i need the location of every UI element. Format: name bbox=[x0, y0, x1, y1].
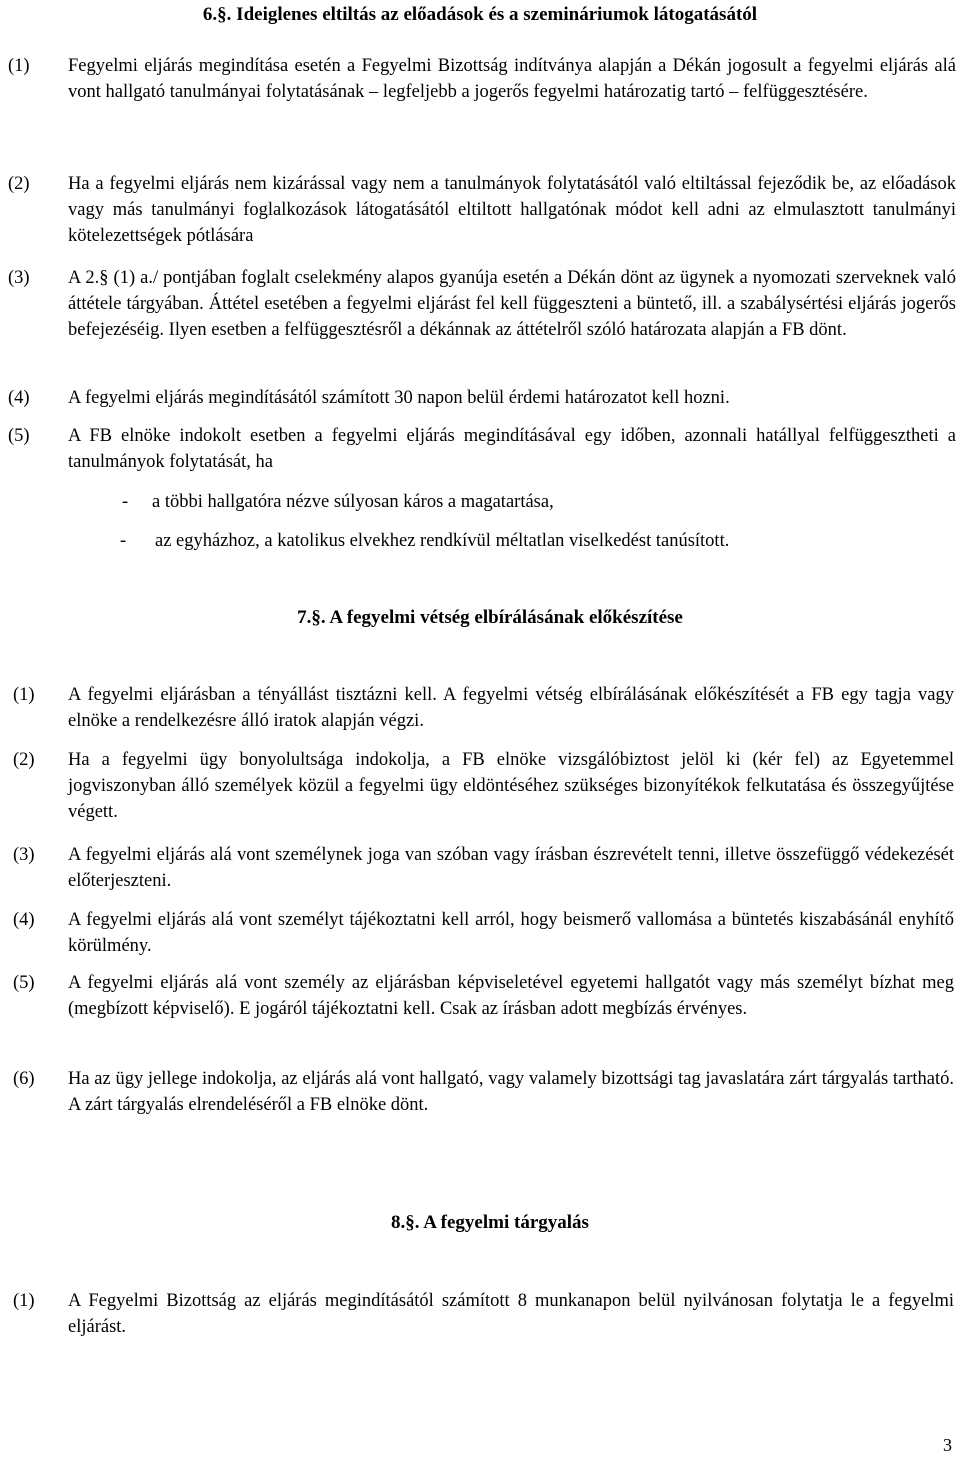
s6-item-3-number: (3) bbox=[8, 268, 30, 288]
s6-item-2-text: Ha a fegyelmi eljárás nem kizárással vagy nem a tanulmányok folytatásától való eltiltással fejeződik be, az előadások vagy más tanulmányi foglalkozások látogatásától eltiltott hallgatónak módot kell adni az elmulasztott tanulmányi kötelezettségek pótlására bbox=[68, 174, 956, 246]
s6-bullet-1-dash: - bbox=[122, 492, 129, 512]
s7-item-5-text: A fegyelmi eljárás alá vont személy az eljárásban képviseletével egyetemi hallgatót vagy más személyt bízhat meg (megbízott képviselő). E jogáról tájékoztatni kell. Csak az írásban adott megbízás érvényes. bbox=[68, 973, 954, 1019]
s6-item-5-number: (5) bbox=[8, 426, 30, 446]
s6-bullet-2-text: az egyházhoz, a katolikus elvekhez rendkívül méltatlan viselkedést tanúsított. bbox=[155, 531, 730, 551]
s7-item-3-number: (3) bbox=[13, 845, 35, 865]
s7-item-5-number: (5) bbox=[13, 973, 35, 993]
s8-item-1-text: A Fegyelmi Bizottság az eljárás megindításától számított 8 munkanapon belül nyilvánosan folytatja le a fegyelmi eljárást. bbox=[68, 1291, 954, 1337]
s7-item-2-number: (2) bbox=[13, 750, 35, 770]
s6-item-3-text: A 2.§ (1) a./ pontjában foglalt cselekmény alapos gyanúja esetén a Dékán dönt az ügynek a nyomozati szerveknek való áttétele tárgyában. Áttétel esetében a fegyelmi eljárást fel kell függeszteni a büntető, ill. a szabálysértési eljárás jogerős befejezéséig. Ilyen esetben a felfüggesztésről a dékánnak az áttételről szóló határozata alapján a FB dönt. bbox=[68, 268, 956, 340]
s6-item-4-number: (4) bbox=[8, 388, 30, 408]
s6-bullet-2-dash: - bbox=[120, 531, 127, 551]
section-6-heading: 6.§. Ideiglenes eltiltás az előadások és a szemináriumok látogatásától bbox=[202, 4, 758, 25]
s7-item-6-number: (6) bbox=[13, 1069, 35, 1089]
s7-item-3-text: A fegyelmi eljárás alá vont személynek joga van szóban vagy írásban észrevételt tenni, illetve összefüggő védekezését előterjeszteni. bbox=[68, 845, 954, 891]
s6-item-1-text: Fegyelmi eljárás megindítása esetén a Fegyelmi Bizottság indítványa alapján a Dékán jogosult a fegyelmi eljárás alá vont hallgató tanulmányai folytatásának – legfeljebb a jogerős fegyelmi határozatig tartó – felfüggesztésére. bbox=[68, 56, 956, 102]
s6-item-2-number: (2) bbox=[8, 174, 30, 194]
s6-item-1-number: (1) bbox=[8, 56, 30, 76]
s7-item-6-text: Ha az ügy jellege indokolja, az eljárás alá vont hallgató, vagy valamely bizottsági tag javaslatára zárt tárgyalás tartható. A zárt tárgyalás elrendeléséről a FB elnöke dönt. bbox=[68, 1069, 954, 1115]
s7-item-2-text: Ha a fegyelmi ügy bonyolultsága indokolja, a FB elnöke vizsgálóbiztost jelöl ki (kér fel) az Egyetemmel jogviszonyban álló személyek közül a fegyelmi ügy eldöntéséhez szükséges bizonyítékok felkutatása és összegyűjtése végett. bbox=[68, 750, 954, 822]
s6-bullet-1-text: a többi hallgatóra nézve súlyosan káros a magatartása, bbox=[152, 492, 554, 512]
s7-item-4-text: A fegyelmi eljárás alá vont személyt tájékoztatni kell arról, hogy beismerő vallomása a büntetés kiszabásánál enyhítő körülmény. bbox=[68, 910, 954, 956]
s6-item-4-text: A fegyelmi eljárás megindításától számított 30 napon belül érdemi határozatot kell hozni. bbox=[68, 388, 730, 408]
s7-item-4-number: (4) bbox=[13, 910, 35, 930]
s6-item-5-text: A FB elnöke indokolt esetben a fegyelmi eljárás megindításával egy időben, azonnali hatállyal felfüggesztheti a tanulmányok folytatását, ha bbox=[68, 426, 956, 472]
s8-item-1-number: (1) bbox=[13, 1291, 35, 1311]
s7-item-1-number: (1) bbox=[13, 685, 35, 705]
section-7-heading: 7.§. A fegyelmi vétség elbírálásának előkészítése bbox=[297, 607, 683, 628]
page-number: 3 bbox=[943, 1435, 952, 1455]
section-8-heading: 8.§. A fegyelmi tárgyalás bbox=[391, 1212, 589, 1233]
s7-item-1-text: A fegyelmi eljárásban a tényállást tisztázni kell. A fegyelmi vétség elbírálásának előkészítését a FB egy tagja vagy elnöke a rendelkezésre álló iratok alapján végzi. bbox=[68, 685, 954, 731]
